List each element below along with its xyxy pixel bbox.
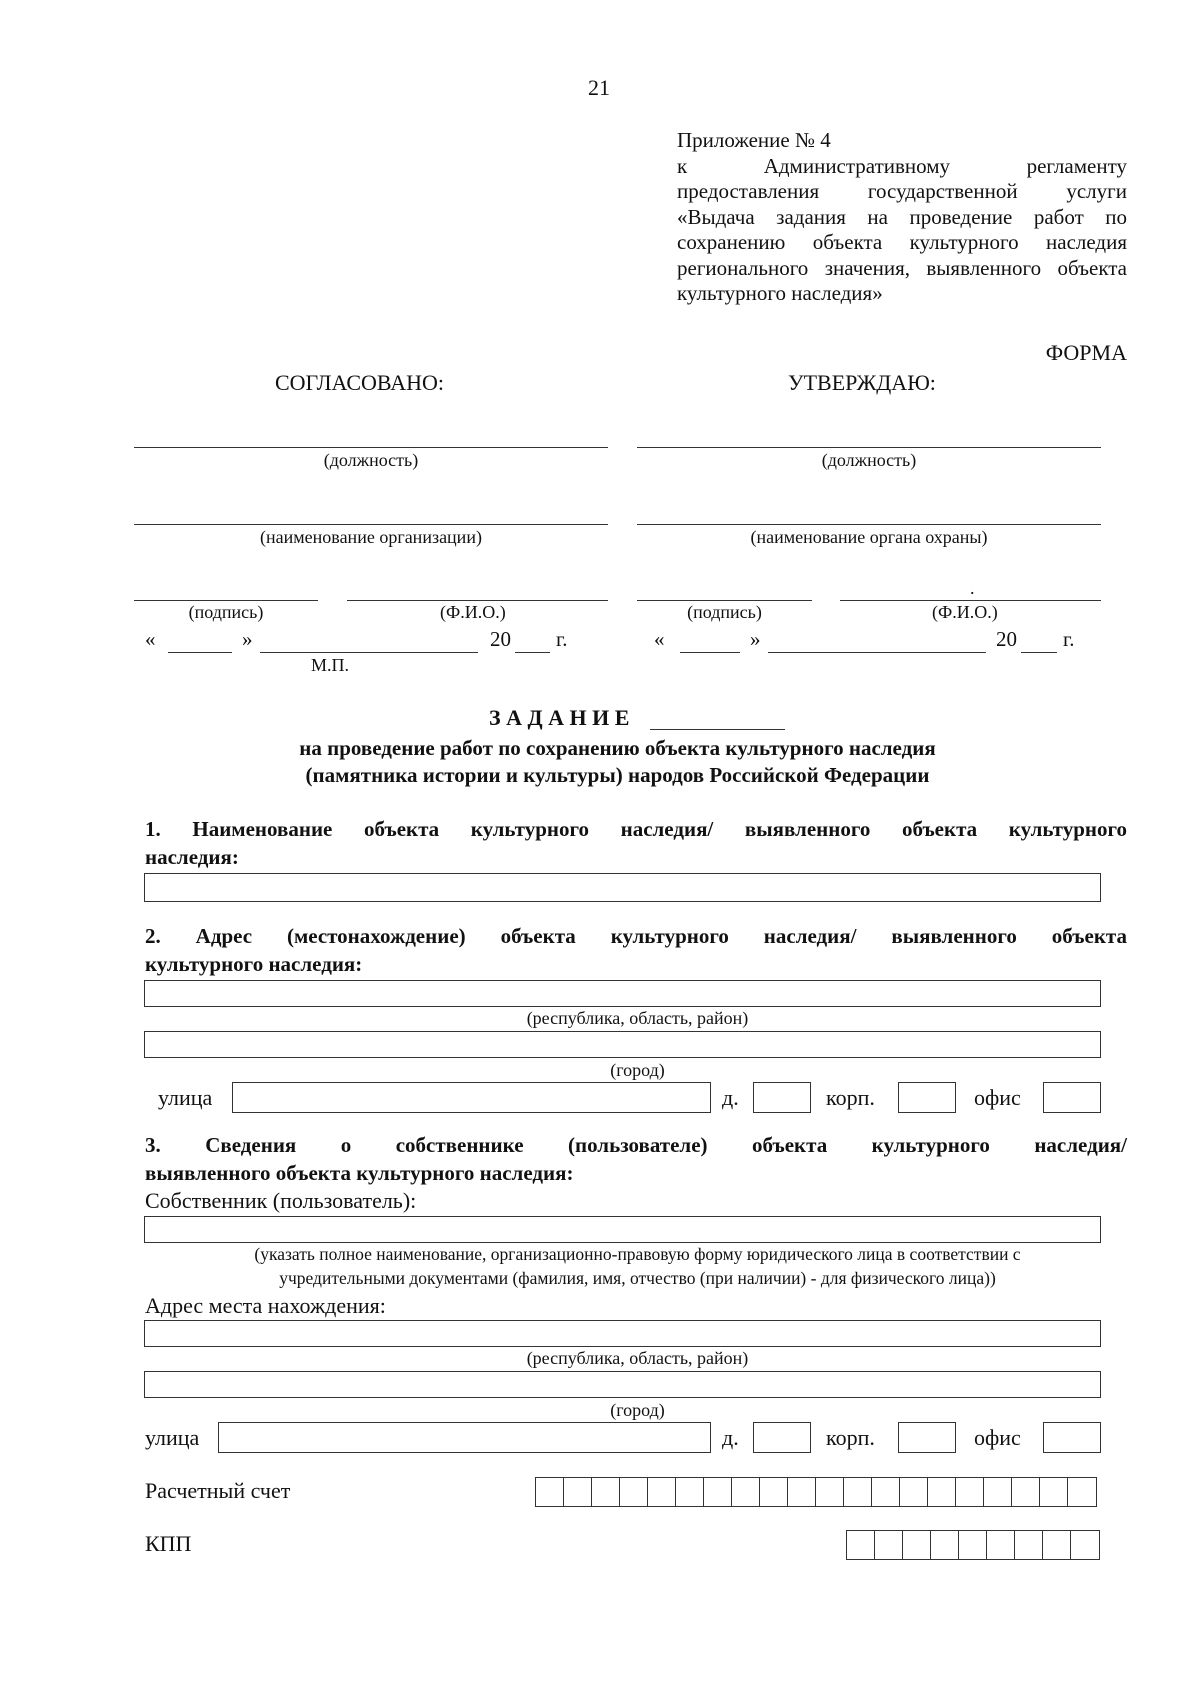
owner-office-label: офис (974, 1425, 1021, 1450)
appendix-line-2 (677, 154, 1127, 180)
kpp-cell[interactable] (903, 1531, 931, 1559)
right-quote-close: » (750, 627, 761, 651)
account-cell[interactable] (1012, 1478, 1040, 1506)
owner-address-label: Адрес места нахождения: (145, 1293, 386, 1318)
right-year-suffix: г. (1063, 627, 1075, 651)
object-street-field[interactable] (232, 1082, 711, 1113)
left-signature-caption: (подпись) (188, 602, 264, 622)
left-fio-caption: (Ф.И.О.) (440, 602, 506, 622)
owner-caption-1: (указать полное наименование, организационно-правовую форму юридического лица в соответствии с (254, 1244, 1021, 1264)
kpp-cells[interactable] (846, 1530, 1100, 1560)
approve-title: УТВЕРЖДАЮ: (788, 370, 936, 395)
left-quote-close: » (242, 627, 253, 651)
owner-name-field[interactable] (144, 1216, 1101, 1243)
right-year-line[interactable] (1021, 652, 1057, 653)
left-day-line[interactable] (168, 652, 232, 653)
object-region-caption: (республика, область, район) (526, 1008, 749, 1028)
right-position-line[interactable] (637, 447, 1101, 448)
right-org-line[interactable] (637, 524, 1101, 525)
right-fio-caption: (Ф.И.О.) (932, 602, 998, 622)
task-subtitle-1: на проведение работ по сохранению объекта культурного наследия (299, 736, 936, 760)
object-city-field[interactable] (144, 1031, 1101, 1058)
account-cell[interactable] (564, 1478, 592, 1506)
appendix-word: предоставления (677, 179, 820, 203)
kpp-cell[interactable] (847, 1531, 875, 1559)
right-signature-line[interactable] (637, 600, 812, 601)
owner-house-field[interactable] (753, 1422, 811, 1453)
right-org-caption: (наименование органа охраны) (750, 527, 988, 547)
right-fio-line[interactable] (840, 600, 1101, 601)
object-office-field[interactable] (1043, 1082, 1101, 1113)
agreed-title: СОГЛАСОВАНО: (275, 370, 444, 395)
section-2-heading-line-2: культурного наследия: (145, 952, 363, 976)
kpp-cell[interactable] (959, 1531, 987, 1559)
appendix-line-4: «Выдача задания на проведение работ по (677, 204, 1127, 229)
owner-city-field[interactable] (144, 1371, 1101, 1398)
object-house-label: д. (722, 1085, 739, 1110)
appendix-line-7: культурного наследия» (677, 281, 883, 305)
task-title (489, 705, 629, 731)
kpp-cell[interactable] (1015, 1531, 1043, 1559)
right-signature-caption: (подпись) (687, 602, 762, 622)
account-cell[interactable] (900, 1478, 928, 1506)
account-cell[interactable] (648, 1478, 676, 1506)
appendix-word: государственной (867, 179, 1018, 203)
appendix-line-1: Приложение № 4 (677, 128, 831, 152)
account-cell[interactable] (928, 1478, 956, 1506)
owner-street-field[interactable] (218, 1422, 711, 1453)
account-cell[interactable] (732, 1478, 760, 1506)
object-street-label: улица (158, 1085, 213, 1110)
page-number: 21 (588, 75, 610, 100)
left-org-line[interactable] (134, 524, 608, 525)
appendix-word: услуги (1066, 179, 1127, 203)
object-name-field[interactable] (144, 873, 1101, 902)
appendix-line-6: регионального значения, выявленного объекта (677, 255, 1127, 280)
owner-house-label: д. (722, 1425, 739, 1450)
object-house-field[interactable] (753, 1082, 811, 1113)
left-year-line[interactable] (515, 652, 550, 653)
appendix-word: к (677, 153, 688, 178)
kpp-cell[interactable] (1043, 1531, 1071, 1559)
task-subtitle-2: (памятника истории и культуры) народов Российской Федерации (305, 763, 930, 787)
account-cell[interactable] (816, 1478, 844, 1506)
account-cell[interactable] (844, 1478, 872, 1506)
account-cell[interactable] (872, 1478, 900, 1506)
owner-office-field[interactable] (1043, 1422, 1101, 1453)
stamp-label: М.П. (311, 655, 350, 675)
section-2-heading-line-1: 2. Адрес (местонахождение) объекта культурного наследия/ выявленного объекта (145, 924, 1127, 948)
appendix-word: Административному (763, 153, 951, 178)
account-cell[interactable] (788, 1478, 816, 1506)
account-cell[interactable] (1068, 1478, 1096, 1506)
account-cell[interactable] (1040, 1478, 1068, 1506)
appendix-word: регламенту (1026, 153, 1127, 178)
kpp-label: КПП (145, 1531, 192, 1556)
account-cell[interactable] (592, 1478, 620, 1506)
account-cell[interactable] (620, 1478, 648, 1506)
left-fio-line[interactable] (347, 600, 608, 601)
owner-city-caption: (город) (610, 1400, 665, 1420)
right-dot: . (970, 578, 975, 598)
section-1-heading-line-1: 1. Наименование объекта культурного наследия/ выявленного объекта культурного (145, 817, 1127, 841)
kpp-cell[interactable] (875, 1531, 903, 1559)
object-city-caption: (город) (610, 1060, 665, 1080)
account-cell[interactable] (536, 1478, 564, 1506)
section-3-heading-line-1: 3. Сведения о собственнике (пользователе) объекта культурного наследия/ (145, 1133, 1127, 1157)
right-month-line[interactable] (768, 652, 986, 653)
object-office-label: офис (974, 1085, 1021, 1110)
right-position-caption: (должность) (821, 450, 917, 470)
left-quote-open: « (145, 627, 156, 651)
left-position-caption: (должность) (323, 450, 419, 470)
left-position-line[interactable] (134, 447, 608, 448)
account-cell[interactable] (676, 1478, 704, 1506)
owner-building-field[interactable] (898, 1422, 956, 1453)
left-month-line[interactable] (260, 652, 478, 653)
right-day-line[interactable] (680, 652, 740, 653)
object-region-field[interactable] (144, 980, 1101, 1007)
account-label: Расчетный счет (145, 1478, 291, 1503)
right-year-prefix: 20 (996, 627, 1017, 651)
kpp-cell[interactable] (931, 1531, 959, 1559)
section-1-heading-line-2: наследия: (145, 845, 239, 869)
kpp-cell[interactable] (987, 1531, 1015, 1559)
forma-label: ФОРМА (1045, 340, 1127, 365)
owner-region-caption: (республика, область, район) (526, 1348, 749, 1368)
left-org-caption: (наименование организации) (260, 527, 482, 547)
owner-building-label: корп. (826, 1425, 875, 1450)
appendix-block (677, 128, 1127, 307)
owner-region-field[interactable] (144, 1320, 1101, 1347)
kpp-cell[interactable] (1071, 1531, 1099, 1559)
account-cell[interactable] (984, 1478, 1012, 1506)
left-year-prefix: 20 (490, 627, 511, 651)
left-signature-line[interactable] (134, 600, 318, 601)
owner-caption-2: учредительными документами (фамилия, имя, отчество (при наличии) - для физического лица)) (279, 1268, 996, 1288)
left-year-suffix: г. (556, 627, 568, 651)
account-cell[interactable] (704, 1478, 732, 1506)
owner-label: Собственник (пользователь): (145, 1188, 417, 1213)
account-cells[interactable] (535, 1477, 1097, 1507)
object-building-field[interactable] (898, 1082, 956, 1113)
account-cell[interactable] (956, 1478, 984, 1506)
task-title-text: З А Д А Н И Е (489, 705, 630, 730)
appendix-line-5: сохранению объекта культурного наследия (677, 230, 1127, 254)
right-quote-open: « (654, 627, 665, 651)
object-building-label: корп. (826, 1085, 875, 1110)
account-cell[interactable] (760, 1478, 788, 1506)
owner-street-label: улица (145, 1425, 200, 1450)
task-number-line[interactable] (650, 729, 785, 730)
appendix-line-3 (677, 179, 1127, 205)
section-3-heading-line-2: выявленного объекта культурного наследия: (145, 1161, 574, 1185)
